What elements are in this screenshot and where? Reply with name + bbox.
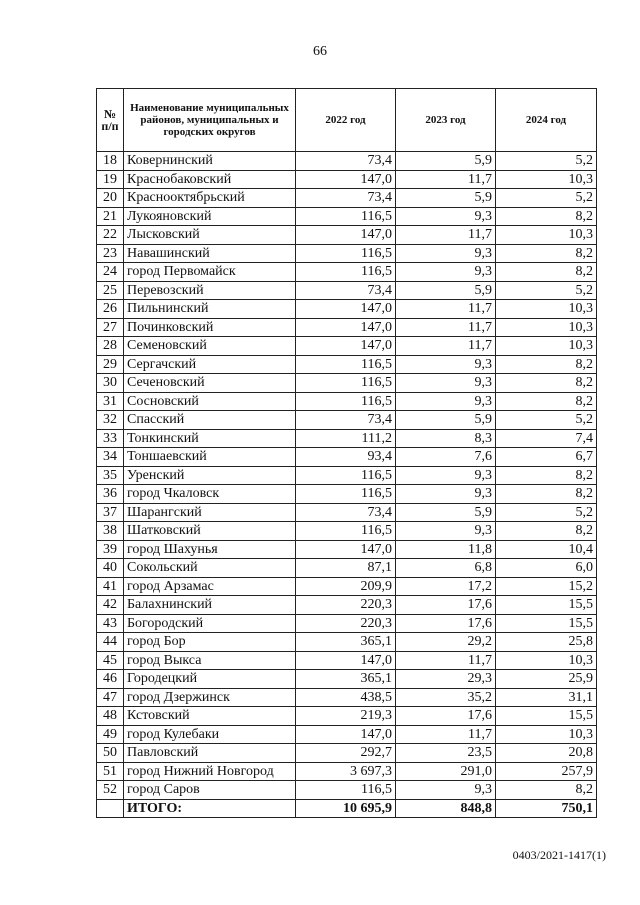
district-name: Лукояновский [124,207,296,226]
value-2022: 220,3 [296,614,396,633]
value-2023: 11,8 [396,540,496,559]
value-2022: 209,9 [296,577,396,596]
value-2023: 9,3 [396,392,496,411]
value-2023: 11,7 [396,170,496,189]
value-2024: 6,7 [496,448,597,467]
value-2022: 73,4 [296,503,396,522]
value-2022: 147,0 [296,651,396,670]
value-2022: 73,4 [296,411,396,430]
total-2023: 848,8 [396,799,496,818]
table-row [97,226,597,245]
value-2023: 11,7 [396,226,496,245]
row-number: 41 [97,577,124,596]
district-name: Ковернинский [124,152,296,171]
value-2023: 17,6 [396,707,496,726]
total-num-cell [97,799,124,818]
table-row [97,707,597,726]
value-2023: 9,3 [396,263,496,282]
value-2022: 116,5 [296,374,396,393]
district-name: город Арзамас [124,577,296,596]
row-number: 31 [97,392,124,411]
value-2022: 365,1 [296,670,396,689]
district-name: город Кулебаки [124,725,296,744]
row-number: 49 [97,725,124,744]
value-2024: 5,2 [496,189,597,208]
value-2023: 11,7 [396,318,496,337]
row-number: 33 [97,429,124,448]
value-2022: 116,5 [296,466,396,485]
value-2022: 365,1 [296,633,396,652]
value-2022: 116,5 [296,355,396,374]
value-2023: 9,3 [396,781,496,800]
value-2024: 10,3 [496,226,597,245]
value-2022: 116,5 [296,485,396,504]
district-name: Спасский [124,411,296,430]
value-2024: 8,2 [496,374,597,393]
value-2023: 23,5 [396,744,496,763]
total-label: ИТОГО: [124,799,296,818]
row-number: 40 [97,559,124,578]
district-name: город Шахунья [124,540,296,559]
district-name: город Нижний Новгород [124,762,296,781]
row-number: 45 [97,651,124,670]
district-name: Семеновский [124,337,296,356]
district-name: Сокольский [124,559,296,578]
value-2024: 10,3 [496,337,597,356]
value-2022: 147,0 [296,725,396,744]
header-year-2022: 2022 год [296,89,396,152]
row-number: 26 [97,300,124,319]
district-name: Павловский [124,744,296,763]
value-2024: 15,5 [496,614,597,633]
value-2022: 73,4 [296,152,396,171]
table-row [97,596,597,615]
table-row [97,318,597,337]
table-header [97,89,597,152]
value-2023: 11,7 [396,725,496,744]
value-2024: 8,2 [496,207,597,226]
value-2024: 10,3 [496,725,597,744]
table-row [97,189,597,208]
value-2024: 10,3 [496,651,597,670]
value-2024: 8,2 [496,355,597,374]
value-2022: 3 697,3 [296,762,396,781]
district-name: город Бор [124,633,296,652]
value-2022: 219,3 [296,707,396,726]
district-name: город Дзержинск [124,688,296,707]
table-row [97,207,597,226]
value-2022: 87,1 [296,559,396,578]
district-name: Краснооктябрьский [124,189,296,208]
district-name: город Выкса [124,651,296,670]
row-number: 50 [97,744,124,763]
value-2022: 147,0 [296,318,396,337]
row-number: 43 [97,614,124,633]
table-row [97,281,597,300]
district-name: Краснобаковский [124,170,296,189]
table-row [97,244,597,263]
district-name: Тонкинский [124,429,296,448]
value-2024: 31,1 [496,688,597,707]
district-name: Городецкий [124,670,296,689]
value-2023: 5,9 [396,189,496,208]
row-number: 48 [97,707,124,726]
table-row [97,503,597,522]
row-number: 27 [97,318,124,337]
district-name: Шатковский [124,522,296,541]
value-2024: 5,2 [496,503,597,522]
value-2023: 9,3 [396,374,496,393]
document-code: 0403/2021-1417(1) [512,848,606,862]
value-2022: 116,5 [296,263,396,282]
row-number: 18 [97,152,124,171]
row-number: 21 [97,207,124,226]
value-2023: 5,9 [396,411,496,430]
table-row [97,725,597,744]
table-row [97,744,597,763]
value-2024: 10,3 [496,170,597,189]
value-2022: 73,4 [296,189,396,208]
row-number: 32 [97,411,124,430]
table-row [97,651,597,670]
row-number: 30 [97,374,124,393]
row-number: 52 [97,781,124,800]
value-2024: 8,2 [496,522,597,541]
total-2022: 10 695,9 [296,799,396,818]
data-table [96,88,597,818]
district-name: город Первомайск [124,263,296,282]
table-row [97,670,597,689]
row-number: 36 [97,485,124,504]
row-number: 19 [97,170,124,189]
district-name: город Саров [124,781,296,800]
value-2022: 292,7 [296,744,396,763]
table-row [97,448,597,467]
value-2023: 9,3 [396,522,496,541]
value-2024: 6,0 [496,559,597,578]
value-2023: 6,8 [396,559,496,578]
value-2022: 116,5 [296,522,396,541]
table-row [97,300,597,319]
table-row [97,170,597,189]
value-2022: 111,2 [296,429,396,448]
table-row [97,522,597,541]
district-name: Шарангский [124,503,296,522]
table-body [97,152,597,800]
row-number: 44 [97,633,124,652]
value-2023: 9,3 [396,207,496,226]
district-name: Лысковский [124,226,296,245]
value-2023: 17,6 [396,614,496,633]
table-row [97,374,597,393]
header-num: № п/п [97,89,124,152]
header-year-2023: 2023 год [396,89,496,152]
value-2022: 73,4 [296,281,396,300]
value-2024: 10,4 [496,540,597,559]
value-2023: 8,3 [396,429,496,448]
table-row [97,559,597,578]
value-2024: 15,5 [496,707,597,726]
table-row [97,485,597,504]
value-2022: 147,0 [296,226,396,245]
value-2022: 147,0 [296,300,396,319]
district-name: Тоншаевский [124,448,296,467]
row-number: 47 [97,688,124,707]
row-number: 42 [97,596,124,615]
value-2023: 7,6 [396,448,496,467]
table-row [97,614,597,633]
total-row [97,799,597,818]
value-2023: 29,2 [396,633,496,652]
row-number: 35 [97,466,124,485]
value-2024: 25,8 [496,633,597,652]
value-2023: 11,7 [396,651,496,670]
district-name: Балахнинский [124,596,296,615]
district-name: Сеченовский [124,374,296,393]
row-number: 34 [97,448,124,467]
value-2024: 10,3 [496,318,597,337]
value-2024: 7,4 [496,429,597,448]
value-2023: 11,7 [396,337,496,356]
row-number: 38 [97,522,124,541]
district-name: Богородский [124,614,296,633]
district-name: Кстовский [124,707,296,726]
value-2023: 9,3 [396,244,496,263]
row-number: 37 [97,503,124,522]
district-name: Сергачский [124,355,296,374]
value-2024: 20,8 [496,744,597,763]
table-row [97,355,597,374]
district-name: Уренский [124,466,296,485]
table-row [97,429,597,448]
value-2024: 8,2 [496,485,597,504]
value-2023: 9,3 [396,466,496,485]
value-2022: 438,5 [296,688,396,707]
table-row [97,152,597,171]
row-number: 20 [97,189,124,208]
table-row [97,263,597,282]
district-name: Перевозский [124,281,296,300]
value-2024: 25,9 [496,670,597,689]
value-2022: 116,5 [296,781,396,800]
table-row [97,633,597,652]
table-row [97,466,597,485]
table-row [97,392,597,411]
value-2024: 8,2 [496,392,597,411]
value-2023: 5,9 [396,152,496,171]
row-number: 29 [97,355,124,374]
header-name: Наименование муниципальных районов, муниципальных и городских округов [124,89,296,152]
value-2022: 147,0 [296,337,396,356]
district-name: Навашинский [124,244,296,263]
value-2023: 17,2 [396,577,496,596]
value-2024: 15,5 [496,596,597,615]
row-number: 51 [97,762,124,781]
header-year-2024: 2024 год [496,89,597,152]
district-name: город Чкаловск [124,485,296,504]
table-row [97,762,597,781]
total-2024: 750,1 [496,799,597,818]
table-row [97,411,597,430]
row-number: 25 [97,281,124,300]
value-2024: 8,2 [496,466,597,485]
value-2022: 116,5 [296,244,396,263]
value-2024: 257,9 [496,762,597,781]
table-row [97,337,597,356]
row-number: 46 [97,670,124,689]
value-2023: 35,2 [396,688,496,707]
table-row [97,781,597,800]
row-number: 28 [97,337,124,356]
row-number: 24 [97,263,124,282]
value-2022: 116,5 [296,392,396,411]
district-name: Починковский [124,318,296,337]
value-2023: 11,7 [396,300,496,319]
value-2024: 5,2 [496,411,597,430]
table-row [97,540,597,559]
value-2022: 147,0 [296,170,396,189]
value-2024: 5,2 [496,152,597,171]
value-2023: 9,3 [396,485,496,504]
table-row [97,688,597,707]
value-2024: 10,3 [496,300,597,319]
district-name: Пильнинский [124,300,296,319]
value-2023: 5,9 [396,281,496,300]
table-footer [97,799,597,818]
value-2024: 5,2 [496,281,597,300]
value-2022: 116,5 [296,207,396,226]
value-2023: 29,3 [396,670,496,689]
row-number: 39 [97,540,124,559]
value-2024: 8,2 [496,244,597,263]
value-2022: 93,4 [296,448,396,467]
table-row [97,577,597,596]
value-2022: 147,0 [296,540,396,559]
value-2023: 291,0 [396,762,496,781]
page-number: 66 [313,44,327,59]
value-2022: 220,3 [296,596,396,615]
value-2023: 9,3 [396,355,496,374]
row-number: 23 [97,244,124,263]
row-number: 22 [97,226,124,245]
value-2023: 17,6 [396,596,496,615]
district-name: Сосновский [124,392,296,411]
value-2024: 8,2 [496,263,597,282]
value-2023: 5,9 [396,503,496,522]
value-2024: 8,2 [496,781,597,800]
value-2024: 15,2 [496,577,597,596]
